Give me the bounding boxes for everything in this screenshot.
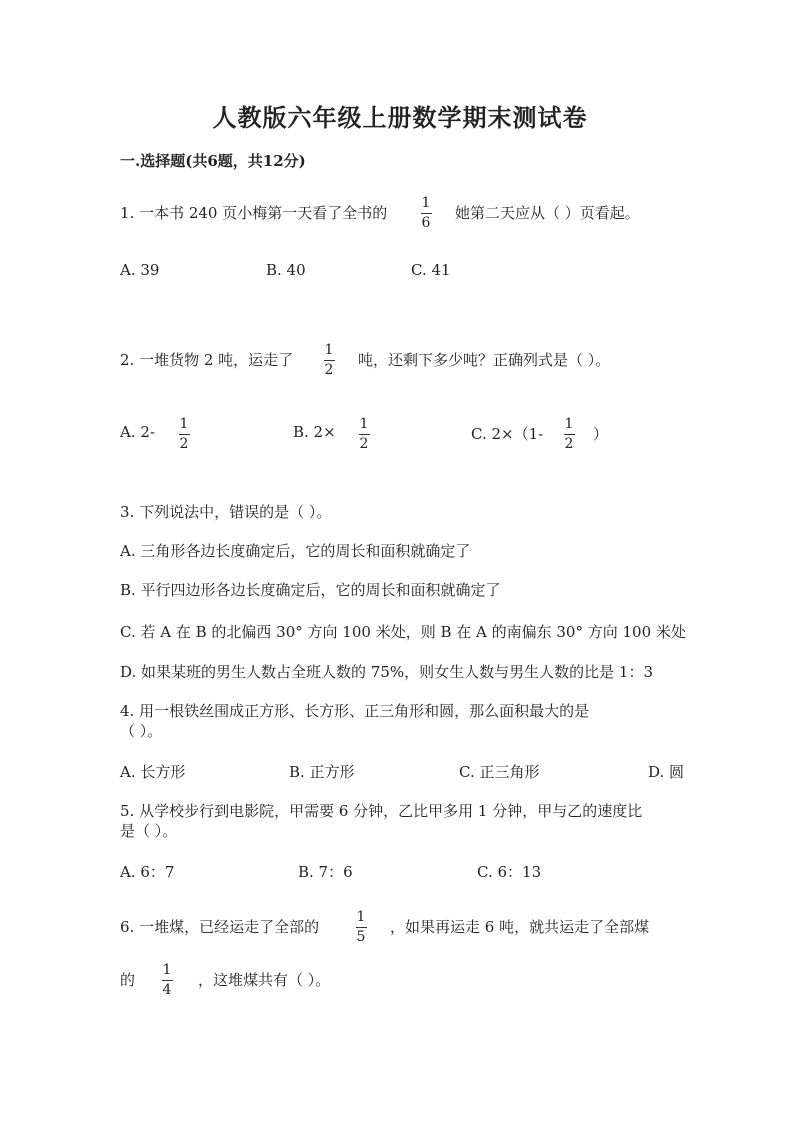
fraction-bar <box>179 434 190 435</box>
q4-option-b[interactable]: B. 正方形 <box>289 763 355 781</box>
fraction-numerator: 1 <box>179 416 189 432</box>
q3-option-a[interactable]: A. 三角形各边长度确定后，它的周长和面积就确定了 <box>120 542 471 560</box>
fraction-bar <box>324 360 335 361</box>
fraction-denominator: 5 <box>356 929 366 945</box>
fraction-numerator: 1 <box>356 909 366 925</box>
q4-option-a[interactable]: A. 长方形 <box>120 763 186 781</box>
q2-stem-pre: 2. 一堆货物 2 吨，运走了 <box>120 351 294 369</box>
q4-option-c[interactable]: C. 正三角形 <box>459 763 540 781</box>
q1-fraction-denominator: 6 <box>421 215 431 231</box>
q3-stem: 3. 下列说法中，错误的是（ ）。 <box>120 503 332 521</box>
q5-option-c[interactable]: C. 6：13 <box>477 863 542 881</box>
q5-option-b[interactable]: B. 7：6 <box>298 863 353 881</box>
q2-option-b-fraction <box>357 417 371 452</box>
q2-option-c-fraction <box>562 417 576 452</box>
q5-option-a[interactable]: A. 6：7 <box>120 863 175 881</box>
q6-fraction-2 <box>160 963 174 998</box>
fraction-denominator: 4 <box>162 982 172 998</box>
page-title: 人教版六年级上册数学期末测试卷 <box>212 103 588 132</box>
q6-stem-pre: 6. 一堆煤，已经运走了全部的 <box>120 918 320 936</box>
q6-stem-mid: ，如果再运走 6 吨，就共运走了全部煤 <box>390 918 650 936</box>
q2-option-a-fraction <box>177 417 191 452</box>
q1-stem-pre: 1. 一本书 240 页小梅第一天看了全书的 <box>120 204 388 222</box>
fraction-bar <box>421 213 432 214</box>
fraction-bar <box>564 434 575 435</box>
q2-option-c-close: ） <box>593 425 609 443</box>
q1-fraction <box>419 196 433 231</box>
q2-stem-post: 吨，还剩下多少吨？正确列式是（ ）。 <box>358 351 611 369</box>
q4-stem-line1: 4. 用一根铁丝围成正方形、长方形、正三角形和圆，那么面积最大的是 <box>120 702 590 720</box>
q2-option-b[interactable]: B. 2× <box>293 423 336 441</box>
q1-fraction-numerator: 1 <box>421 195 431 211</box>
q3-option-d[interactable]: D. 如果某班的男生人数占全班人数的 75%，则女生人数与男生人数的比是 1：3 <box>120 663 653 681</box>
q2-fraction-denominator: 2 <box>324 362 334 378</box>
q6-line2-post: ，这堆煤共有（ ）。 <box>198 971 331 989</box>
fraction-bar <box>356 927 367 928</box>
fraction-numerator: 1 <box>564 416 574 432</box>
q6-fraction-1 <box>354 910 368 945</box>
q6-line2-pre: 的 <box>120 971 136 989</box>
q3-option-b[interactable]: B. 平行四边形各边长度确定后，它的周长和面积就确定了 <box>120 581 501 599</box>
fraction-numerator: 1 <box>359 416 369 432</box>
q4-option-d[interactable]: D. 圆 <box>648 763 685 781</box>
q4-stem-line2: （ ）。 <box>120 722 163 740</box>
q1-option-a[interactable]: A. 39 <box>120 261 160 279</box>
fraction-denominator: 2 <box>359 436 369 452</box>
q2-option-a[interactable]: A. 2- <box>120 423 155 441</box>
q1-option-c[interactable]: C. 41 <box>411 261 451 279</box>
section-heading-choice: 一.选择题(共6题，共12分) <box>120 152 306 170</box>
fraction-denominator: 2 <box>564 436 574 452</box>
q5-stem-line1: 5. 从学校步行到电影院，甲需要 6 分钟，乙比甲多用 1 分钟，甲与乙的速度比 <box>120 802 643 820</box>
q1-stem-post: 她第二天应从（ ）页看起。 <box>455 204 640 222</box>
q5-stem-line2: 是（ ）。 <box>120 822 178 840</box>
fraction-denominator: 2 <box>179 436 189 452</box>
q1-option-b[interactable]: B. 40 <box>266 261 306 279</box>
fraction-bar <box>162 980 173 981</box>
q3-option-c[interactable]: C. 若 A 在 B 的北偏西 30° 方向 100 米处，则 B 在 A 的南偏东 30° 方向 100 米处 <box>120 623 686 641</box>
q2-option-c[interactable]: C. 2×（1- <box>471 425 544 443</box>
fraction-bar <box>359 434 370 435</box>
fraction-numerator: 1 <box>162 962 172 978</box>
q2-fraction <box>322 343 336 378</box>
q2-fraction-numerator: 1 <box>324 342 334 358</box>
